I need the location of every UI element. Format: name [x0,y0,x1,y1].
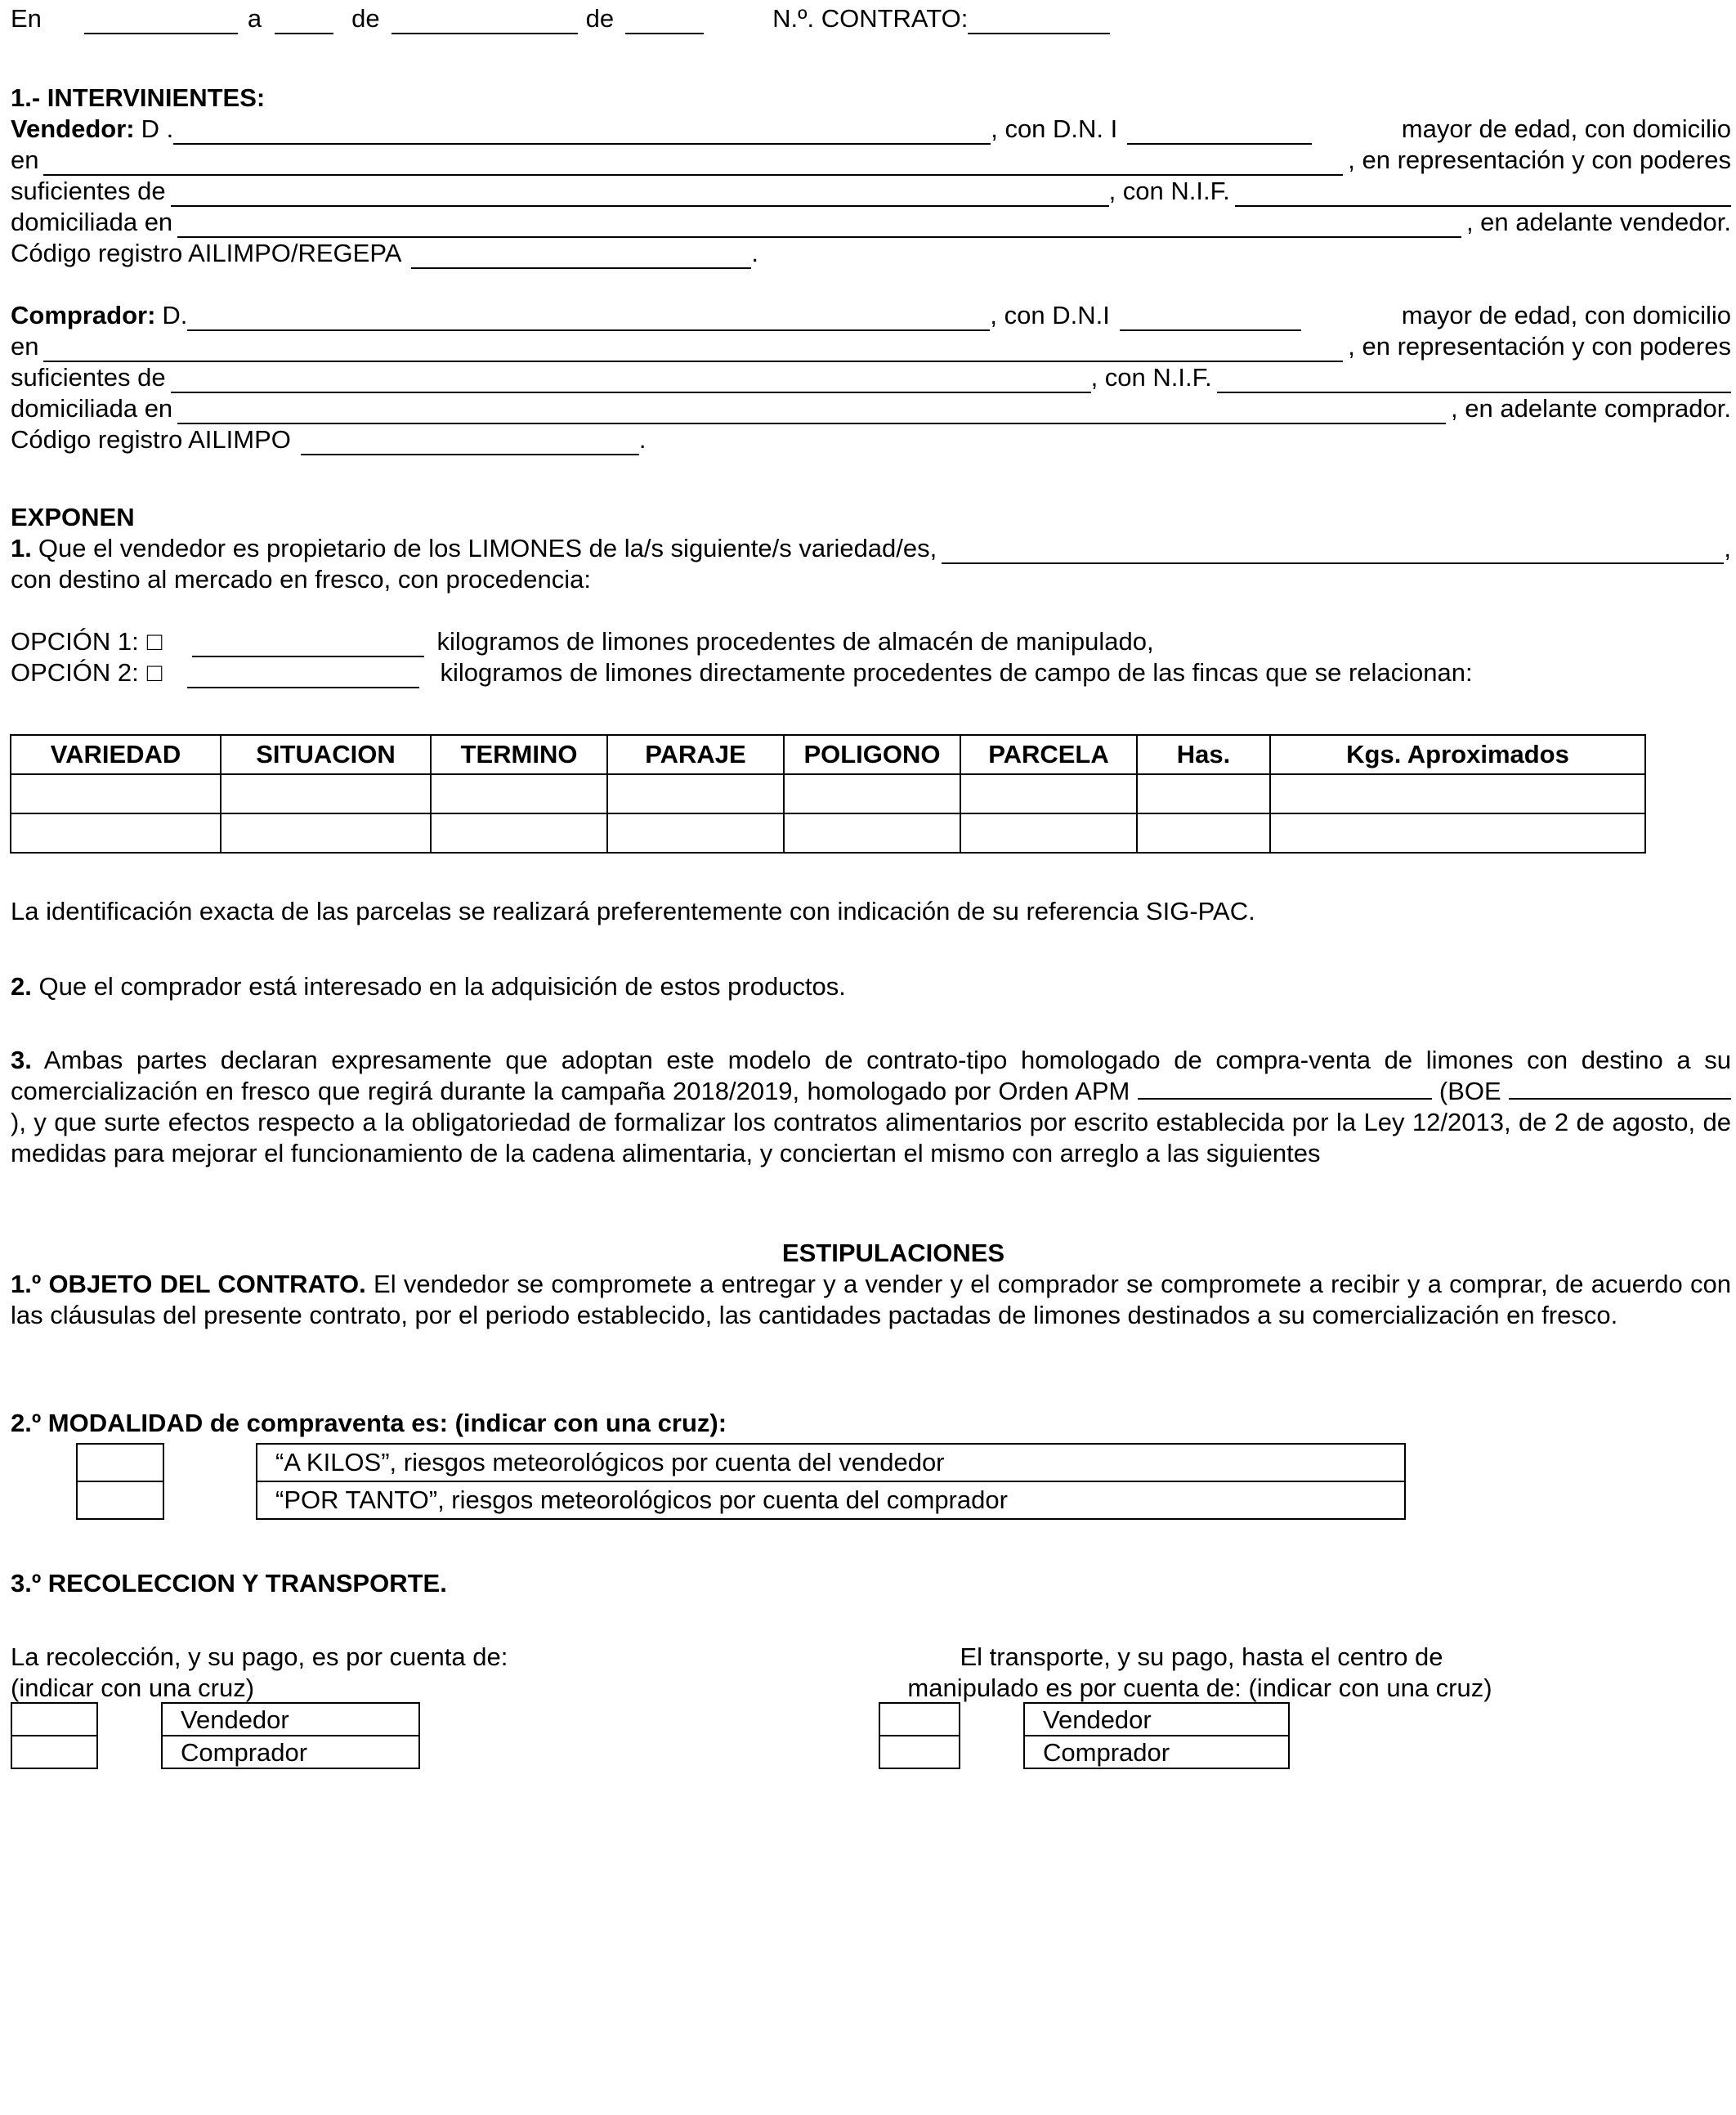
sigpac-note: La identificación exacta de las parcelas se realizará preferentemente con indicación de su referencia SIG-PAC. [11,897,1255,925]
buyer-nif-field[interactable] [1217,367,1731,393]
table-cell[interactable] [221,774,431,813]
option-1-line: OPCIÓN 1: □ kilogramos de limones procedentes de almacén de manipulado, [11,627,1154,656]
contract-number-label: N.º. CONTRATO: [772,4,969,33]
exponen-3: 3. Ambas partes declaran expresamente que adoptan este modelo de contrato-tipo homologado de compra-venta de limones con destino a su comercialización en fresco que regirá durante la campaña 2018/2019, homologado por Orden APM (BOE ), y que surte efectos respecto a la obligatoriedad de formalizar los contratos alimentarios por escrito establecida por la Ley 12/2013, de 2 de agosto, de medidas para mejorar el funcionamiento de la cadena alimentaria, y conciertan el mismo con arreglo a las siguientes [11,1046,1732,1167]
table-cell[interactable] [221,813,431,853]
modalidad-option-tanto: “POR TANTO”, riesgos meteorológicos por cuenta del comprador [256,1481,1406,1520]
seller-company-address-field[interactable] [177,212,1461,238]
transporte-option-comprador: Comprador [1023,1735,1290,1769]
place-field[interactable] [84,8,238,34]
seller-line-5: Código registro AILIMPO/REGEPA . [11,239,759,267]
table-row [11,813,1645,853]
buyer-dni-field[interactable] [1120,305,1301,331]
option-2-line: OPCIÓN 2: □ kilogramos de limones directamente procedentes de campo de las fincas que se relacionan: [11,658,1473,687]
header-en: En [11,4,42,33]
header-line [11,3,1110,34]
transporte-checkbox-comprador[interactable] [879,1735,960,1769]
recoleccion-option-comprador: Comprador [161,1735,420,1769]
table-cell[interactable] [960,774,1137,813]
seller-registry-field[interactable] [411,243,751,269]
table-cell[interactable] [1270,813,1645,853]
buyer-line-4: domiciliada en , en adelante comprador. [11,394,1731,423]
table-row [11,774,1645,813]
estipulacion-1: 1.º OBJETO DEL CONTRATO. El vendedor se compromete a entregar y a vender y el comprador se compromete a recibir y a comprar, de acuerdo con las cláusulas del presente contrato, por el periodo establecido, las cantidades pactadas de limones destinados a su comercialización en fresco. [11,1270,1731,1329]
table-cell[interactable] [784,813,960,853]
option-2-checkbox[interactable]: □ [146,658,163,687]
col-variedad: VARIEDAD [11,735,221,774]
table-cell[interactable] [960,813,1137,853]
option-2-kg-field[interactable] [187,662,419,688]
table-cell[interactable] [607,813,784,853]
option-1-kg-field[interactable] [192,631,424,657]
table-cell[interactable] [11,774,221,813]
estipulacion-3-title: 3.º RECOLECCION Y TRANSPORTE. [11,1569,447,1597]
boe-field[interactable] [1509,1077,1731,1100]
seller-company-field[interactable] [171,181,1109,207]
col-paraje: PARAJE [607,735,784,774]
seller-name-field[interactable] [173,119,991,145]
col-parcela: PARCELA [960,735,1137,774]
modalidad-option-kilos: “A KILOS”, riesgos meteorológicos por cuenta del vendedor [256,1443,1406,1482]
buyer-name-field[interactable] [187,305,990,331]
month-field[interactable] [391,8,578,34]
buyer-company-field[interactable] [171,367,1091,393]
variety-field[interactable] [942,538,1724,564]
fincas-header-row [11,735,1645,774]
col-poligono: POLIGONO [784,735,960,774]
col-termino: TERMINO [431,735,607,774]
year-field[interactable] [625,8,704,34]
table-cell[interactable] [431,774,607,813]
estipulaciones-heading: ESTIPULACIONES [781,1239,1005,1267]
header-a: a [247,4,262,33]
intervinientes-section [11,83,1731,455]
header-de2: de [585,4,615,33]
buyer-line-5: Código registro AILIMPO . [11,425,647,454]
modalidad-checkbox-2[interactable] [76,1481,164,1520]
estipulacion-2-title: 2.º MODALIDAD de compraventa es: (indicar con una cruz): [11,1409,727,1437]
header-de1: de [351,4,380,33]
exponen-2: 2. Que el comprador está interesado en la adquisición de estos productos. [11,972,846,1001]
transporte-checkbox-vendedor[interactable] [879,1702,960,1736]
transporte-label: El transporte, y su pago, hasta el centro de manipulado es por cuenta de: (indicar con una cruz) [907,1642,1492,1702]
recoleccion-label: La recolección, y su pago, es por cuenta de: (indicar con una cruz) [11,1642,508,1702]
buyer-line-1: Comprador: D. , con D.N.I mayor de edad, con domicilio [11,301,1731,329]
exponen-section [11,502,1731,688]
contract-number-field[interactable] [968,8,1110,34]
buyer-address-field[interactable] [43,336,1343,362]
seller-nif-field[interactable] [1235,181,1731,207]
col-situacion: SITUACION [221,735,431,774]
col-has: Has. [1137,735,1270,774]
table-cell[interactable] [784,774,960,813]
exponen-1-line: 1. Que el vendedor es propietario de los LIMONES de la/s siguiente/s variedad/es, , [11,534,1731,562]
exponen-heading: EXPONEN [11,503,135,531]
transporte-option-vendedor: Vendedor [1023,1702,1290,1736]
exponen-1-line-2: con destino al mercado en fresco, con procedencia: [11,565,591,594]
buyer-label: Comprador: [11,301,156,329]
buyer-company-address-field[interactable] [177,398,1446,424]
table-cell[interactable] [1137,774,1270,813]
orden-apm-field[interactable] [1138,1077,1432,1100]
recoleccion-option-vendedor: Vendedor [161,1702,420,1736]
seller-address-field[interactable] [43,150,1343,176]
table-cell[interactable] [607,774,784,813]
seller-line-3: suficientes de , con N.I.F. [11,176,1731,207]
buyer-registry-field[interactable] [301,429,639,455]
modalidad-checkbox-1[interactable] [76,1443,164,1482]
col-kgs: Kgs. Aproximados [1270,735,1645,774]
table-cell[interactable] [11,813,221,853]
seller-dni-field[interactable] [1127,119,1312,145]
day-field[interactable] [275,8,333,34]
intervinientes-heading: 1.- INTERVINIENTES: [11,83,266,112]
seller-label: Vendedor: [11,114,135,143]
buyer-line-2: en , en representación y con poderes [11,332,1731,361]
seller-line-2: en , en representación y con poderes [11,146,1731,174]
recoleccion-checkbox-vendedor[interactable] [11,1702,98,1736]
seller-line-1: Vendedor: D . , con D.N. I mayor de edad, con domicilio [11,114,1731,143]
seller-line-4: domiciliada en , en adelante vendedor. [11,208,1731,236]
fincas-table [10,734,1646,854]
recoleccion-checkbox-comprador[interactable] [11,1735,98,1769]
table-cell[interactable] [431,813,607,853]
table-cell[interactable] [1270,774,1645,813]
table-cell[interactable] [1137,813,1270,853]
buyer-line-3: suficientes de , con N.I.F. [11,362,1731,393]
option-1-checkbox[interactable]: □ [146,627,163,656]
